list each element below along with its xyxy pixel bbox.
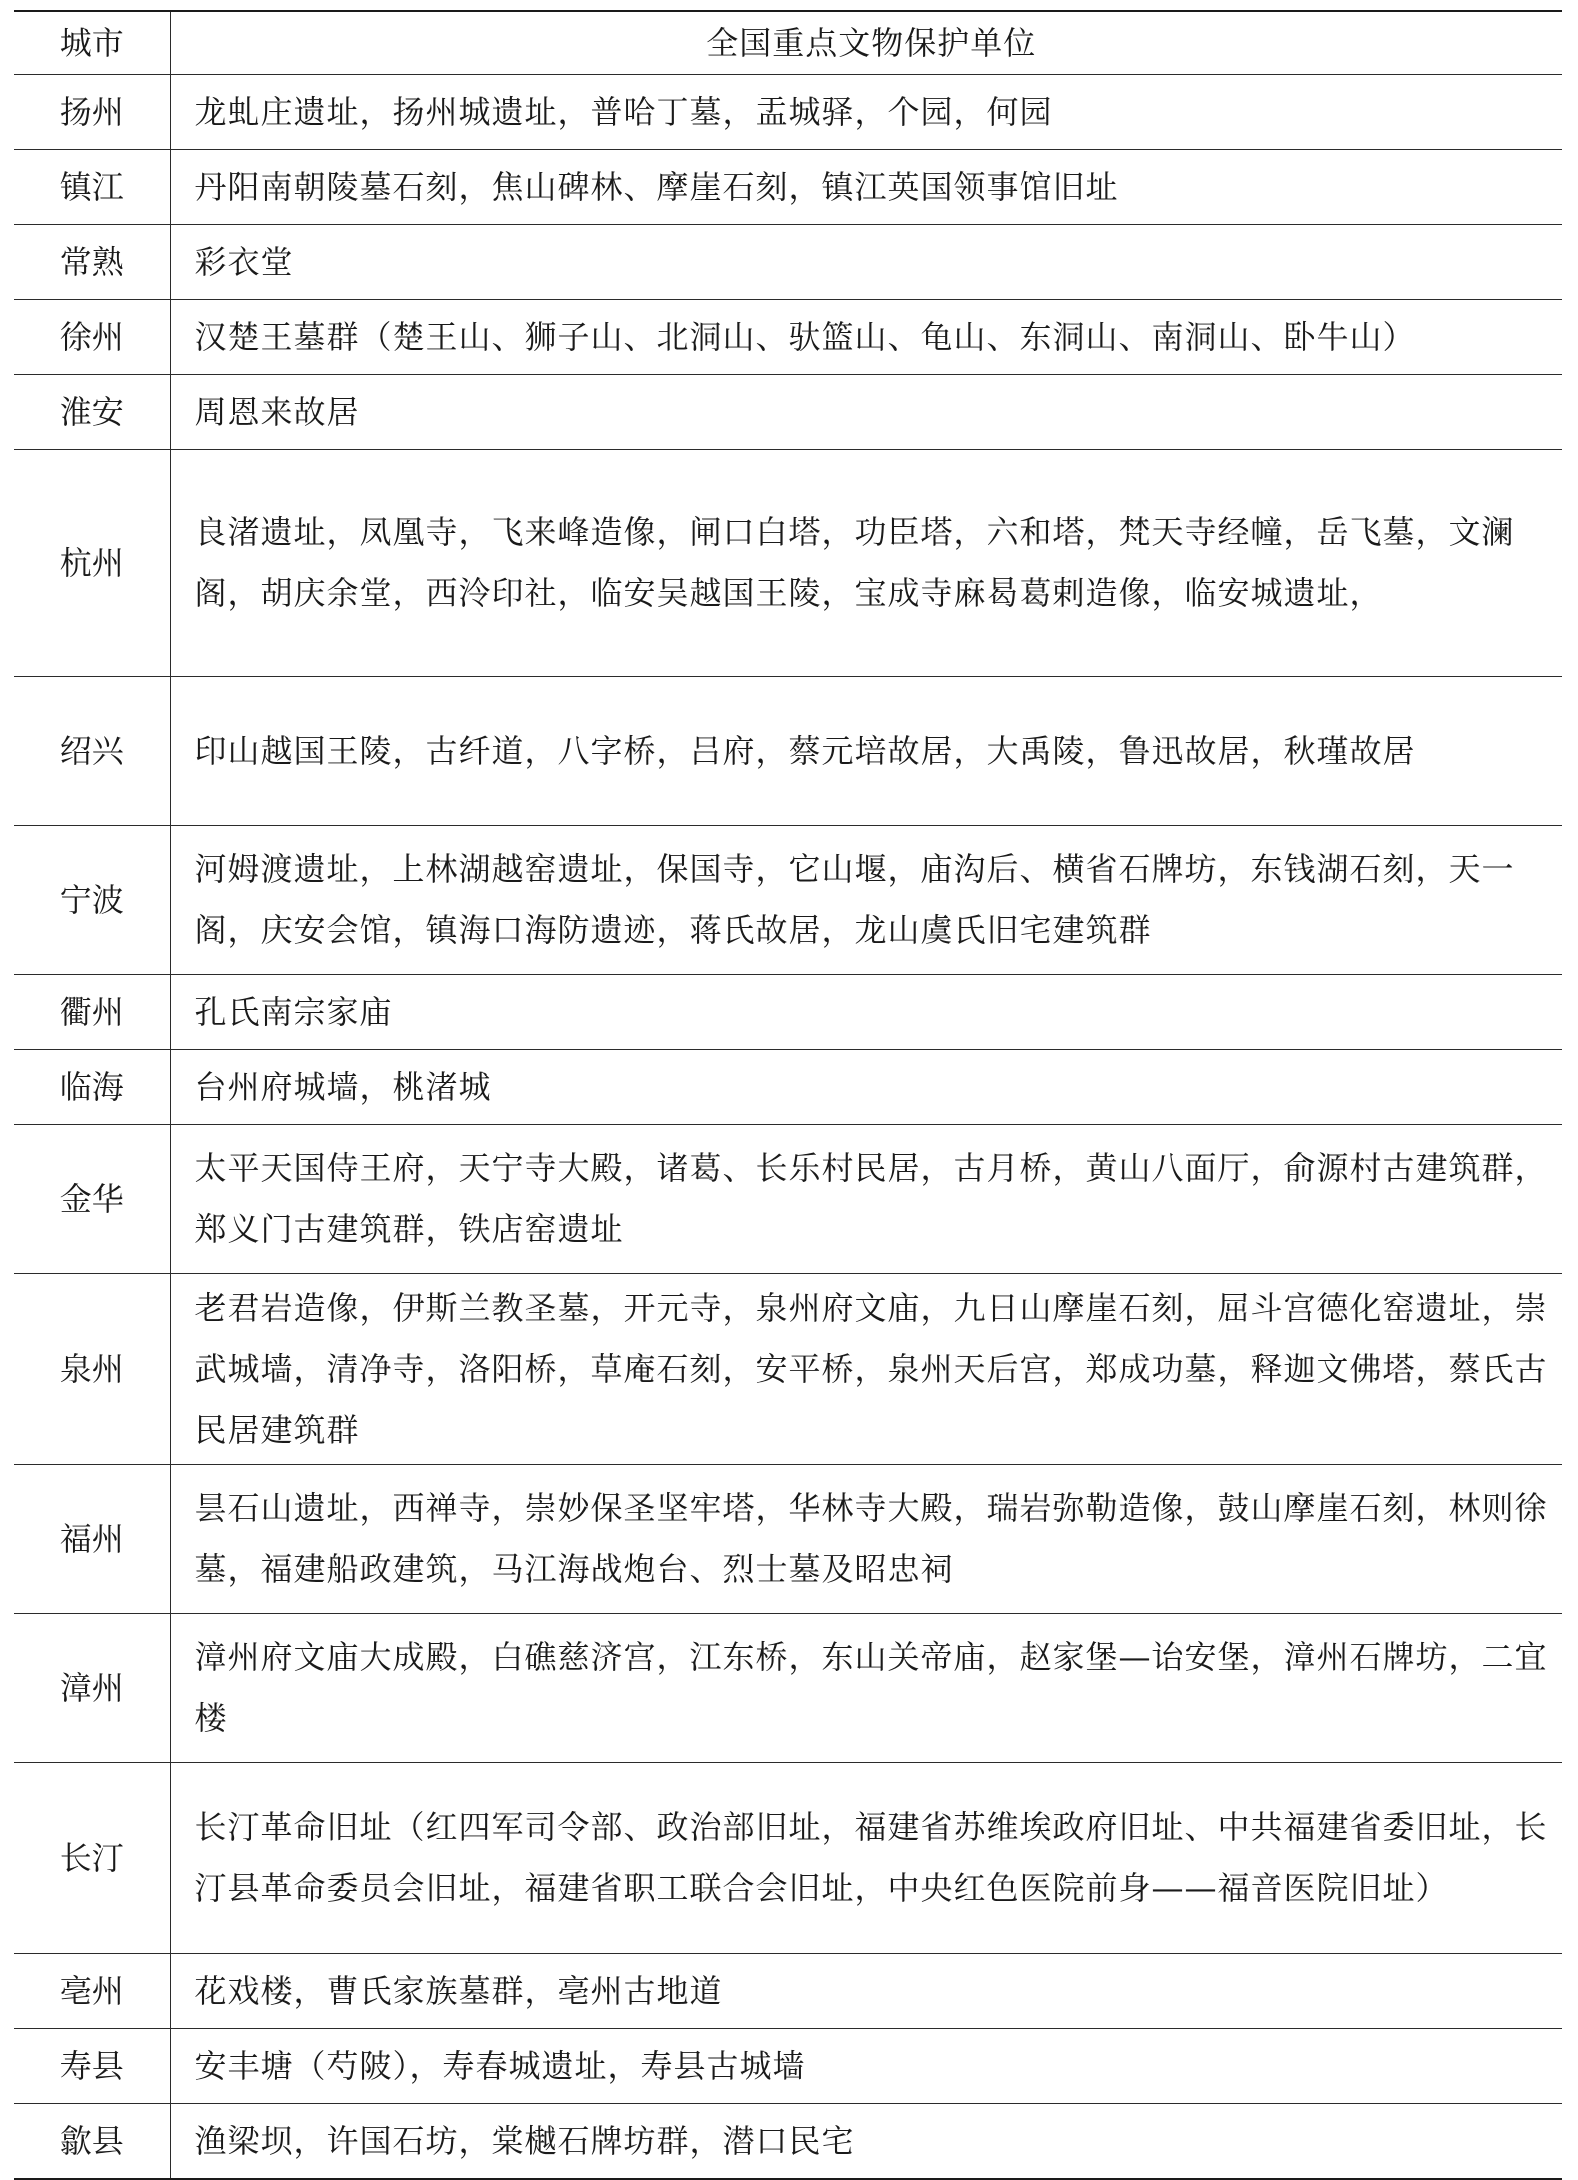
table-row [14,2029,1562,2104]
sites-cell: 长汀革命旧址（红四军司令部、政治部旧址，福建省苏维埃政府旧址、中共福建省委旧址，长汀县革命委员会旧址，福建省职工联合会旧址，中央红色医院前身——福音医院旧址） [170,1763,1562,1954]
city-cell: 歙县 [14,2104,170,2180]
table-row [14,1125,1562,1274]
city-cell: 绍兴 [14,677,170,826]
city-cell: 金华 [14,1125,170,1274]
table-row [14,826,1562,975]
table-row [14,450,1562,677]
sites-cell: 汉楚王墓群（楚王山、狮子山、北洞山、驮篮山、龟山、东洞山、南洞山、卧牛山） [170,300,1562,375]
table-row [14,1954,1562,2029]
city-cell: 寿县 [14,2029,170,2104]
city-cell: 衢州 [14,975,170,1050]
sites-cell: 渔梁坝，许国石坊，棠樾石牌坊群，潜口民宅 [170,2104,1562,2180]
table-row [14,150,1562,225]
sites-cell: 龙虬庄遗址，扬州城遗址，普哈丁墓，盂城驿，个园，何园 [170,75,1562,150]
sites-cell: 丹阳南朝陵墓石刻，焦山碑林、摩崖石刻，镇江英国领事馆旧址 [170,150,1562,225]
table-row [14,1614,1562,1763]
sites-cell: 昙石山遗址，西禅寺，崇妙保圣坚牢塔，华林寺大殿，瑞岩弥勒造像，鼓山摩崖石刻，林则徐墓，福建船政建筑，马江海战炮台、烈士墓及昭忠祠 [170,1465,1562,1614]
table-row [14,375,1562,450]
city-cell: 常熟 [14,225,170,300]
city-cell: 扬州 [14,75,170,150]
table-body [14,75,1562,2180]
header-city: 城市 [14,11,170,75]
city-cell: 临海 [14,1050,170,1125]
table-row [14,975,1562,1050]
document-page [14,10,1562,2180]
city-cell: 杭州 [14,450,170,677]
sites-cell: 漳州府文庙大成殿，白礁慈济宫，江东桥，东山关帝庙，赵家堡—诒安堡，漳州石牌坊，二宜楼 [170,1614,1562,1763]
table-row [14,300,1562,375]
sites-cell: 老君岩造像，伊斯兰教圣墓，开元寺，泉州府文庙，九日山摩崖石刻，屈斗宫德化窑遗址，崇武城墙，清净寺，洛阳桥，草庵石刻，安平桥，泉州天后宫，郑成功墓，释迦文佛塔，蔡氏古民居建筑群 [170,1274,1562,1465]
table-row [14,677,1562,826]
city-cell: 亳州 [14,1954,170,2029]
table-row [14,1050,1562,1125]
sites-cell: 孔氏南宗家庙 [170,975,1562,1050]
city-cell: 镇江 [14,150,170,225]
sites-cell: 良渚遗址，凤凰寺，飞来峰造像，闸口白塔，功臣塔，六和塔，梵天寺经幢，岳飞墓，文澜阁，胡庆余堂，西泠印社，临安吴越国王陵，宝成寺麻曷葛剌造像，临安城遗址， [170,450,1562,677]
sites-cell: 印山越国王陵，古纤道，八字桥，吕府，蔡元培故居，大禹陵，鲁迅故居，秋瑾故居 [170,677,1562,826]
heritage-sites-table [14,10,1562,2180]
table-row [14,1763,1562,1954]
city-cell: 淮安 [14,375,170,450]
city-cell: 福州 [14,1465,170,1614]
table-row [14,225,1562,300]
sites-cell: 河姆渡遗址，上林湖越窑遗址，保国寺，它山堰，庙沟后、横省石牌坊，东钱湖石刻，天一阁，庆安会馆，镇海口海防遗迹，蒋氏故居，龙山虞氏旧宅建筑群 [170,826,1562,975]
sites-cell: 太平天国侍王府，天宁寺大殿，诸葛、长乐村民居，古月桥，黄山八面厅，俞源村古建筑群，郑义门古建筑群，铁店窑遗址 [170,1125,1562,1274]
table-row [14,1465,1562,1614]
city-cell: 漳州 [14,1614,170,1763]
city-cell: 宁波 [14,826,170,975]
table-row [14,75,1562,150]
sites-cell: 台州府城墙，桃渚城 [170,1050,1562,1125]
table-header-row [14,11,1562,75]
sites-cell: 安丰塘（芍陂），寿春城遗址，寿县古城墙 [170,2029,1562,2104]
table-row [14,2104,1562,2180]
header-sites: 全国重点文物保护单位 [170,11,1562,75]
city-cell: 徐州 [14,300,170,375]
sites-cell: 彩衣堂 [170,225,1562,300]
city-cell: 长汀 [14,1763,170,1954]
sites-cell: 周恩来故居 [170,375,1562,450]
sites-cell: 花戏楼，曹氏家族墓群，亳州古地道 [170,1954,1562,2029]
city-cell: 泉州 [14,1274,170,1465]
table-row [14,1274,1562,1465]
